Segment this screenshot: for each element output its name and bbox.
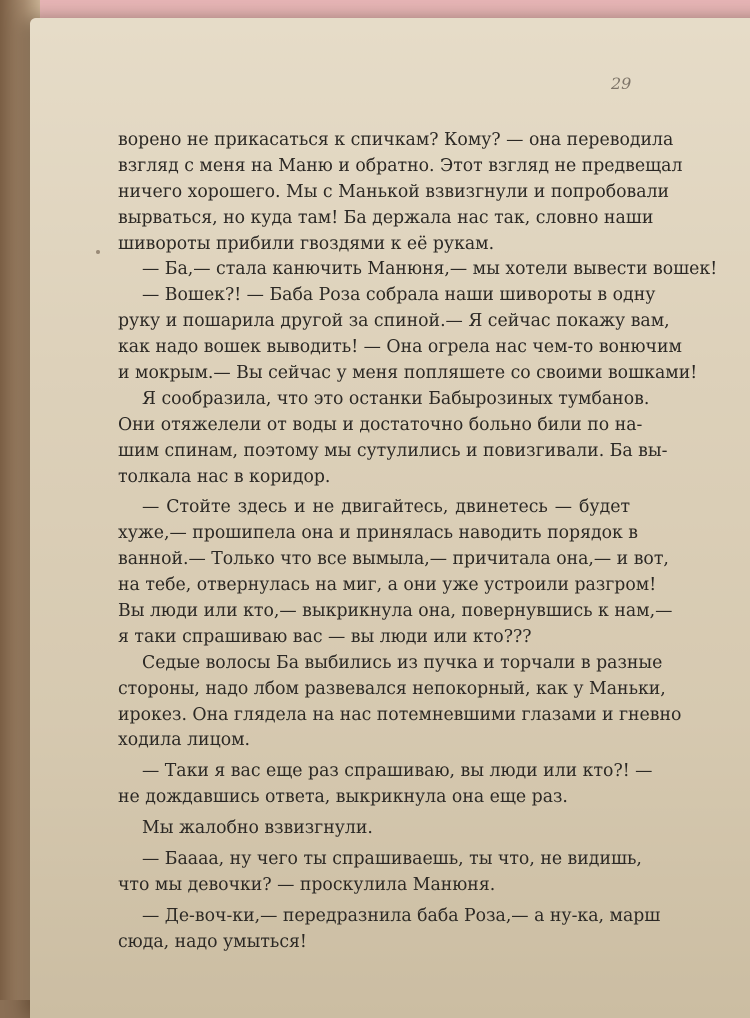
text-line: ворено не прикасаться к спичкам? Кому? — она переводила <box>118 130 674 150</box>
text-line: Я сообразила, что это останки Бабырозиных тумбанов. <box>142 388 650 409</box>
text-line: не дождавшись ответа, выкрикнула она еще раз. <box>118 787 568 808</box>
text-line: сюда, надо умыться! <box>118 931 307 952</box>
text-line: что мы девочки? — проскулила Манюня. <box>118 874 496 895</box>
text-line: шим спинам, поэтому мы сутулились и повизгивали. Ба вы- <box>118 440 668 461</box>
text-line: ничего хорошего. Мы с Манькой взвизгнули и попробовали <box>118 181 670 202</box>
text-line: как надо вошек выводить! — Она огрела нас чем-то вонючим <box>118 337 682 358</box>
text-line: стороны, надо лбом развевался непокорный, как у Маньки, <box>118 678 666 699</box>
text-line: Они отяжелели от воды и достаточно больно били по на- <box>118 414 643 435</box>
text-line: хуже,— прошипела она и принялась наводить порядок в <box>118 523 639 544</box>
text-line: на тебе, отвернулась на миг, а они уже устроили разгром! <box>118 575 657 596</box>
paper-speck <box>96 250 100 254</box>
text-line: — Баааа, ну чего ты спрашиваешь, ты что, не видишь, <box>142 849 642 870</box>
text-line: — Вошек?! — Баба Роза собрала наши шивороты в одну <box>142 285 656 306</box>
text-line: ирокез. Она глядела на нас потемневшими глазами и гневно <box>118 704 682 725</box>
text-line: и мокрым.— Вы сейчас у меня попляшете со своими вошками! <box>118 363 698 384</box>
text-line: — Таки я вас еще раз спрашиваю, вы люди или кто?! — <box>142 761 653 782</box>
page-number: 29 <box>611 74 632 93</box>
text-line: ванной.— Только что все вымыла,— причитала она,— и вот, <box>118 549 669 570</box>
text-line: толкала нас в коридор. <box>118 466 331 487</box>
text-line: вырваться, но куда там! Ба держала нас так, словно наши <box>118 207 654 228</box>
text-line: — Ба,— стала канючить Манюня,— мы хотели вывести вошек! <box>142 259 718 280</box>
text-line: Седые волосы Ба выбились из пучка и торчали в разные <box>142 652 663 673</box>
text-line: Мы жалобно взвизгнули. <box>142 818 373 839</box>
text-line: ходила лицом. <box>118 730 251 751</box>
text-line: Вы люди или кто,— выкрикнула она, повернувшись к нам,— <box>118 601 673 622</box>
text-line: — Де-воч-ки,— передразнила баба Роза,— а ну-ка, марш <box>142 905 661 926</box>
text-line: шивороты прибили гвоздями к её рукам. <box>118 233 495 254</box>
text-line: взгляд с меня на Маню и обратно. Этот взгляд не предвещал <box>118 155 683 176</box>
text-line: руку и пошарила другой за спиной.— Я сейчас покажу вам, <box>118 311 670 332</box>
text-line: — Стойте здесь и не двигайтесь, двинетесь — будет <box>142 497 630 518</box>
page-text <box>118 128 718 956</box>
text-line: я таки спрашиваю вас — вы люди или кто??? <box>118 626 532 647</box>
